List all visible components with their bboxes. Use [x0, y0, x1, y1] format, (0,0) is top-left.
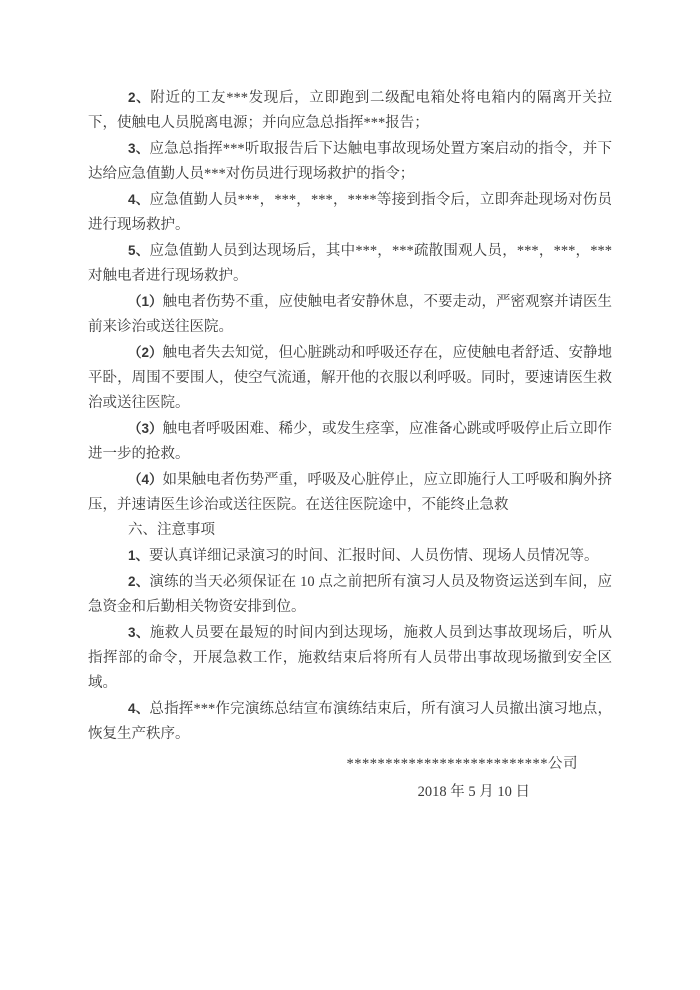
paragraph [88, 187, 612, 238]
paragraph [88, 620, 612, 696]
paragraph [88, 518, 612, 543]
paragraph-marker: 3、 [128, 625, 150, 640]
paragraph-text: 如果触电者伤势严重，呼吸及心脏停止，应立即施行人工呼吸和胸外挤压，并速请医生诊治或送往医院。在送往医院途中，不能终止急救 [88, 472, 613, 513]
paragraph-marker: 六、 [128, 522, 157, 538]
paragraph-marker: 3、 [128, 141, 150, 156]
paragraph-text: 触电者伤势不重，应使触电者安静休息，不要走动，严密观察并请医生前来诊治或送往医院。 [88, 294, 613, 335]
paragraph-marker: 2、 [128, 574, 150, 589]
paragraph-text: 施救人员要在最短的时间内到达现场，施救人员到达事故现场后，听从指挥部的命令，开展急救工作，施救结束后将所有人员带出事故现场撤到安全区域。 [88, 625, 612, 691]
paragraph-list [88, 85, 612, 747]
paragraph-text: 总指挥***作完演练总结宣布演练结束后，所有演习人员撤出演习地点，恢复生产秩序。 [88, 701, 612, 742]
paragraph-marker: 4、 [128, 192, 150, 207]
paragraph-text: 应急值勤人员***，***，***，****等接到指令后，立即奔赴现场对伤员进行现场救护。 [88, 192, 613, 233]
paragraph-text: 要认真详细记录演习的时间、汇报时间、人员伤情、现场人员情况等。 [149, 548, 599, 564]
paragraph-text: 触电者呼吸困难、稀少，或发生痉挛，应准备心跳或呼吸停止后立即作进一步的抢救。 [88, 421, 613, 462]
document-body [88, 85, 612, 805]
paragraph [88, 340, 612, 416]
paragraph-marker: 4、 [128, 701, 150, 716]
paragraph [88, 696, 612, 747]
paragraph-marker: 1、 [128, 548, 150, 563]
paragraph-text: 注意事项 [157, 522, 215, 538]
signature-date: 2018 年 5 月 10 日 [417, 784, 530, 800]
paragraph-marker: （1） [128, 294, 163, 309]
paragraph-text: 演练的当天必须保证在 10 点之前把所有演习人员及物资运送到车间，应急资金和后勤相关物资安排到位。 [88, 574, 612, 615]
paragraph-marker: 2、 [128, 90, 151, 105]
paragraph-marker: 5、 [128, 243, 150, 258]
paragraph [88, 85, 612, 136]
paragraph [88, 569, 612, 620]
paragraph [88, 467, 612, 518]
paragraph-text: 应急总指挥***听取报告后下达触电事故现场处置方案启动的指令，并下达给应急值勤人员***对伤员进行现场救护的指令； [88, 141, 612, 182]
paragraph [88, 543, 612, 569]
paragraph [88, 238, 612, 289]
paragraph [88, 136, 612, 187]
paragraph [88, 416, 612, 467]
paragraph-marker: （2） [128, 345, 163, 360]
paragraph-text: 应急值勤人员到达现场后，其中***，***疏散围观人员，***，***，***对触电者进行现场救护。 [88, 243, 613, 284]
signature-block [88, 751, 612, 805]
paragraph-marker: （4） [128, 472, 163, 487]
paragraph [88, 289, 612, 340]
company-signature: **************************公司 [346, 756, 578, 772]
paragraph-text: 触电者失去知觉，但心脏跳动和呼吸还存在，应使触电者舒适、安静地平卧，周围不要围人，使空气流通，解开他的衣服以利呼吸。同时，要速请医生救治或送往医院。 [88, 345, 613, 411]
paragraph-marker: （3） [128, 421, 163, 436]
paragraph-text: 附近的工友***发现后，立即跑到二级配电箱处将电箱内的隔离开关拉下，使触电人员脱离电源；并向应急总指挥***报告； [88, 90, 613, 131]
